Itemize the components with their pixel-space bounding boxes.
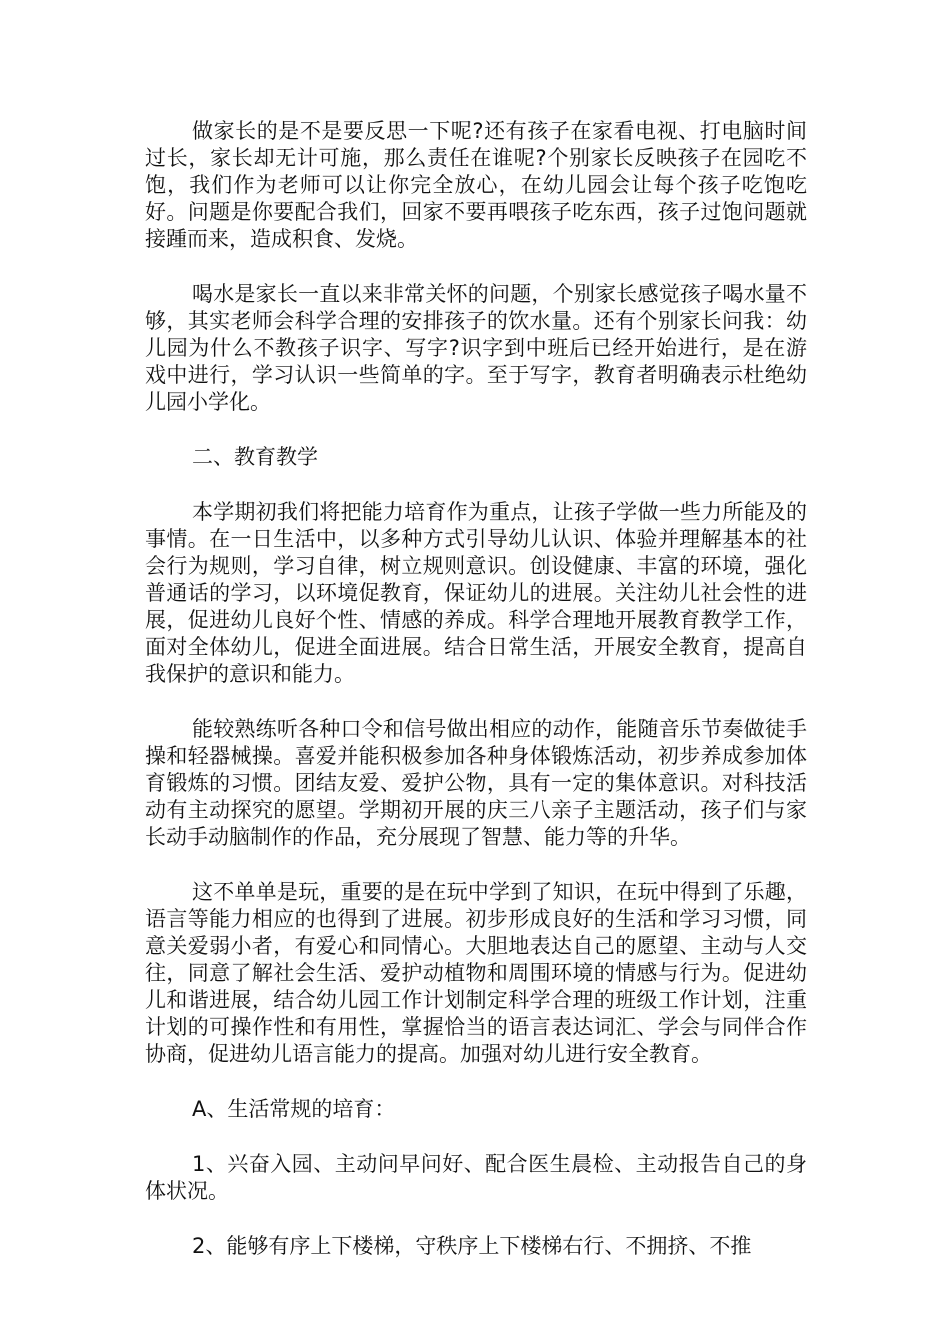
- paragraph-physical-activity: 能较熟练听各种口令和信号做出相应的动作，能随音乐节奏做徒手操和轻器械操。喜爱并能积极参加各种身体锻炼活动，初步养成参加体育锻炼的习惯。团结友爱、爱护公物，具有一定的集体意识。对科技活动有主动探究的愿望。学期初开展的庆三八亲子主题活动，孩子们与家长动手动脑制作的作品，充分展现了智慧、能力等的升华。: [145, 717, 807, 849]
- paragraph-parent-reflection: 做家长的是不是要反思一下呢?还有孩子在家看电视、打电脑时间过长，家长却无计可施，那么责任在谁呢?个别家长反映孩子在园吃不饱，我们作为老师可以让你完全放心，在幼儿园会让每个孩子吃饱吃好。问题是你要配合我们，回家不要再喂孩子吃东西，孩子过饱问题就接踵而来，造成积食、发烧。: [145, 119, 807, 251]
- paragraph-drinking-water: 喝水是家长一直以来非常关怀的问题，个别家长感觉孩子喝水量不够，其实老师会科学合理的安排孩子的饮水量。还有个别家长问我：幼儿园为什么不教孩子识字、写字?识字到中班后已经开始进行，是在游戏中进行，学习认识一些简单的字。至于写字，教育者明确表示杜绝幼儿园小学化。: [145, 282, 807, 414]
- section-heading-education: 二、教育教学: [192, 445, 318, 469]
- document-page: [145, 118, 807, 1288]
- list-item-1: 1、兴奋入园、主动问早问好、配合医生晨检、主动报告自己的身体状况。: [145, 1152, 807, 1203]
- paragraph-learning-through-play: 这不单单是玩，重要的是在玩中学到了知识，在玩中得到了乐趣，语言等能力相应的也得到了进展。初步形成良好的生活和学习习惯，同意关爱弱小者，有爱心和同情心。大胆地表达自己的愿望、主动与人交往，同意了解社会生活、爱护动植物和周围环境的情感与行为。促进幼儿和谐进展，结合幼儿园工作计划制定科学合理的班级工作计划，注重计划的可操作性和有用性，掌握恰当的语言表达词汇、学会与同伴合作协商，促进幼儿语言能力的提高。加强对幼儿进行安全教育。: [145, 880, 807, 1066]
- subheading-life-routine: A、生活常规的培育：: [192, 1097, 396, 1121]
- paragraph-ability-training: 本学期初我们将把能力培育作为重点，让孩子学做一些力所能及的事情。在一日生活中，以多种方式引导幼儿认识、体验并理解基本的社会行为规则，学习自律，树立规则意识。创设健康、丰富的环境，强化普通话的学习，以环境促教育，保证幼儿的进展。关注幼儿社会性的进展，促进幼儿良好个性、情感的养成。科学合理地开展教育教学工作，面对全体幼儿，促进全面进展。结合日常生活，开展安全教育，提高自我保护的意识和能力。: [145, 500, 807, 686]
- list-item-2: 2、能够有序上下楼梯，守秩序上下楼梯右行、不拥挤、不推: [192, 1234, 752, 1258]
